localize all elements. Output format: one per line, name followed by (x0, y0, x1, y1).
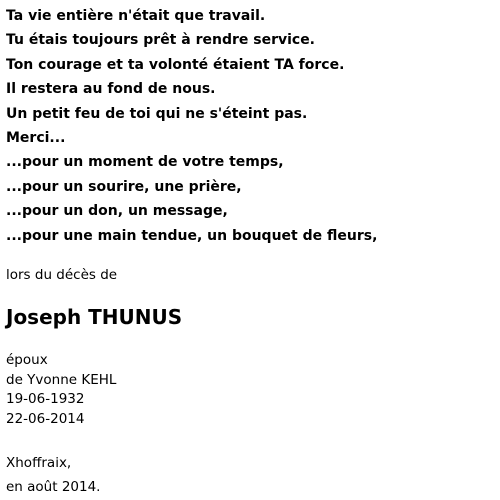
birth-date: 19-06-1932 (6, 391, 85, 407)
poem-line: ...pour un moment de votre temps, (6, 154, 284, 171)
poem-line: ...pour un don, un message, (6, 203, 228, 220)
deceased-details (6, 351, 116, 429)
poem-line: Tu étais toujours prêt à rendre service. (6, 32, 316, 49)
poem-line: ...pour un sourire, une prière, (6, 178, 242, 195)
relation-text: époux (6, 352, 48, 368)
thank-you-poem (6, 4, 494, 248)
poem-line: Ta vie entière n'était que travail. (6, 8, 266, 24)
poem-line: ...pour une main tendue, un bouquet de fleurs, (6, 227, 378, 244)
closing-date: en août 2014. (6, 479, 101, 495)
death-date: 22-06-2014 (6, 410, 85, 427)
spouse-text: de Yvonne KEHL (6, 371, 117, 388)
closing-block (6, 451, 100, 499)
poem-line: Ton courage et ta volonté étaient TA force. (6, 56, 345, 73)
deceased-name: Joseph THUNUS (6, 305, 183, 329)
poem-line: Un petit feu de toi qui ne s'éteint pas. (6, 105, 308, 122)
closing-place: Xhoffraix, (6, 455, 72, 471)
poem-line: Il restera au fond de nous. (6, 81, 216, 98)
intro-text: lors du décès de (6, 267, 118, 283)
poem-line: Merci... (6, 130, 66, 147)
